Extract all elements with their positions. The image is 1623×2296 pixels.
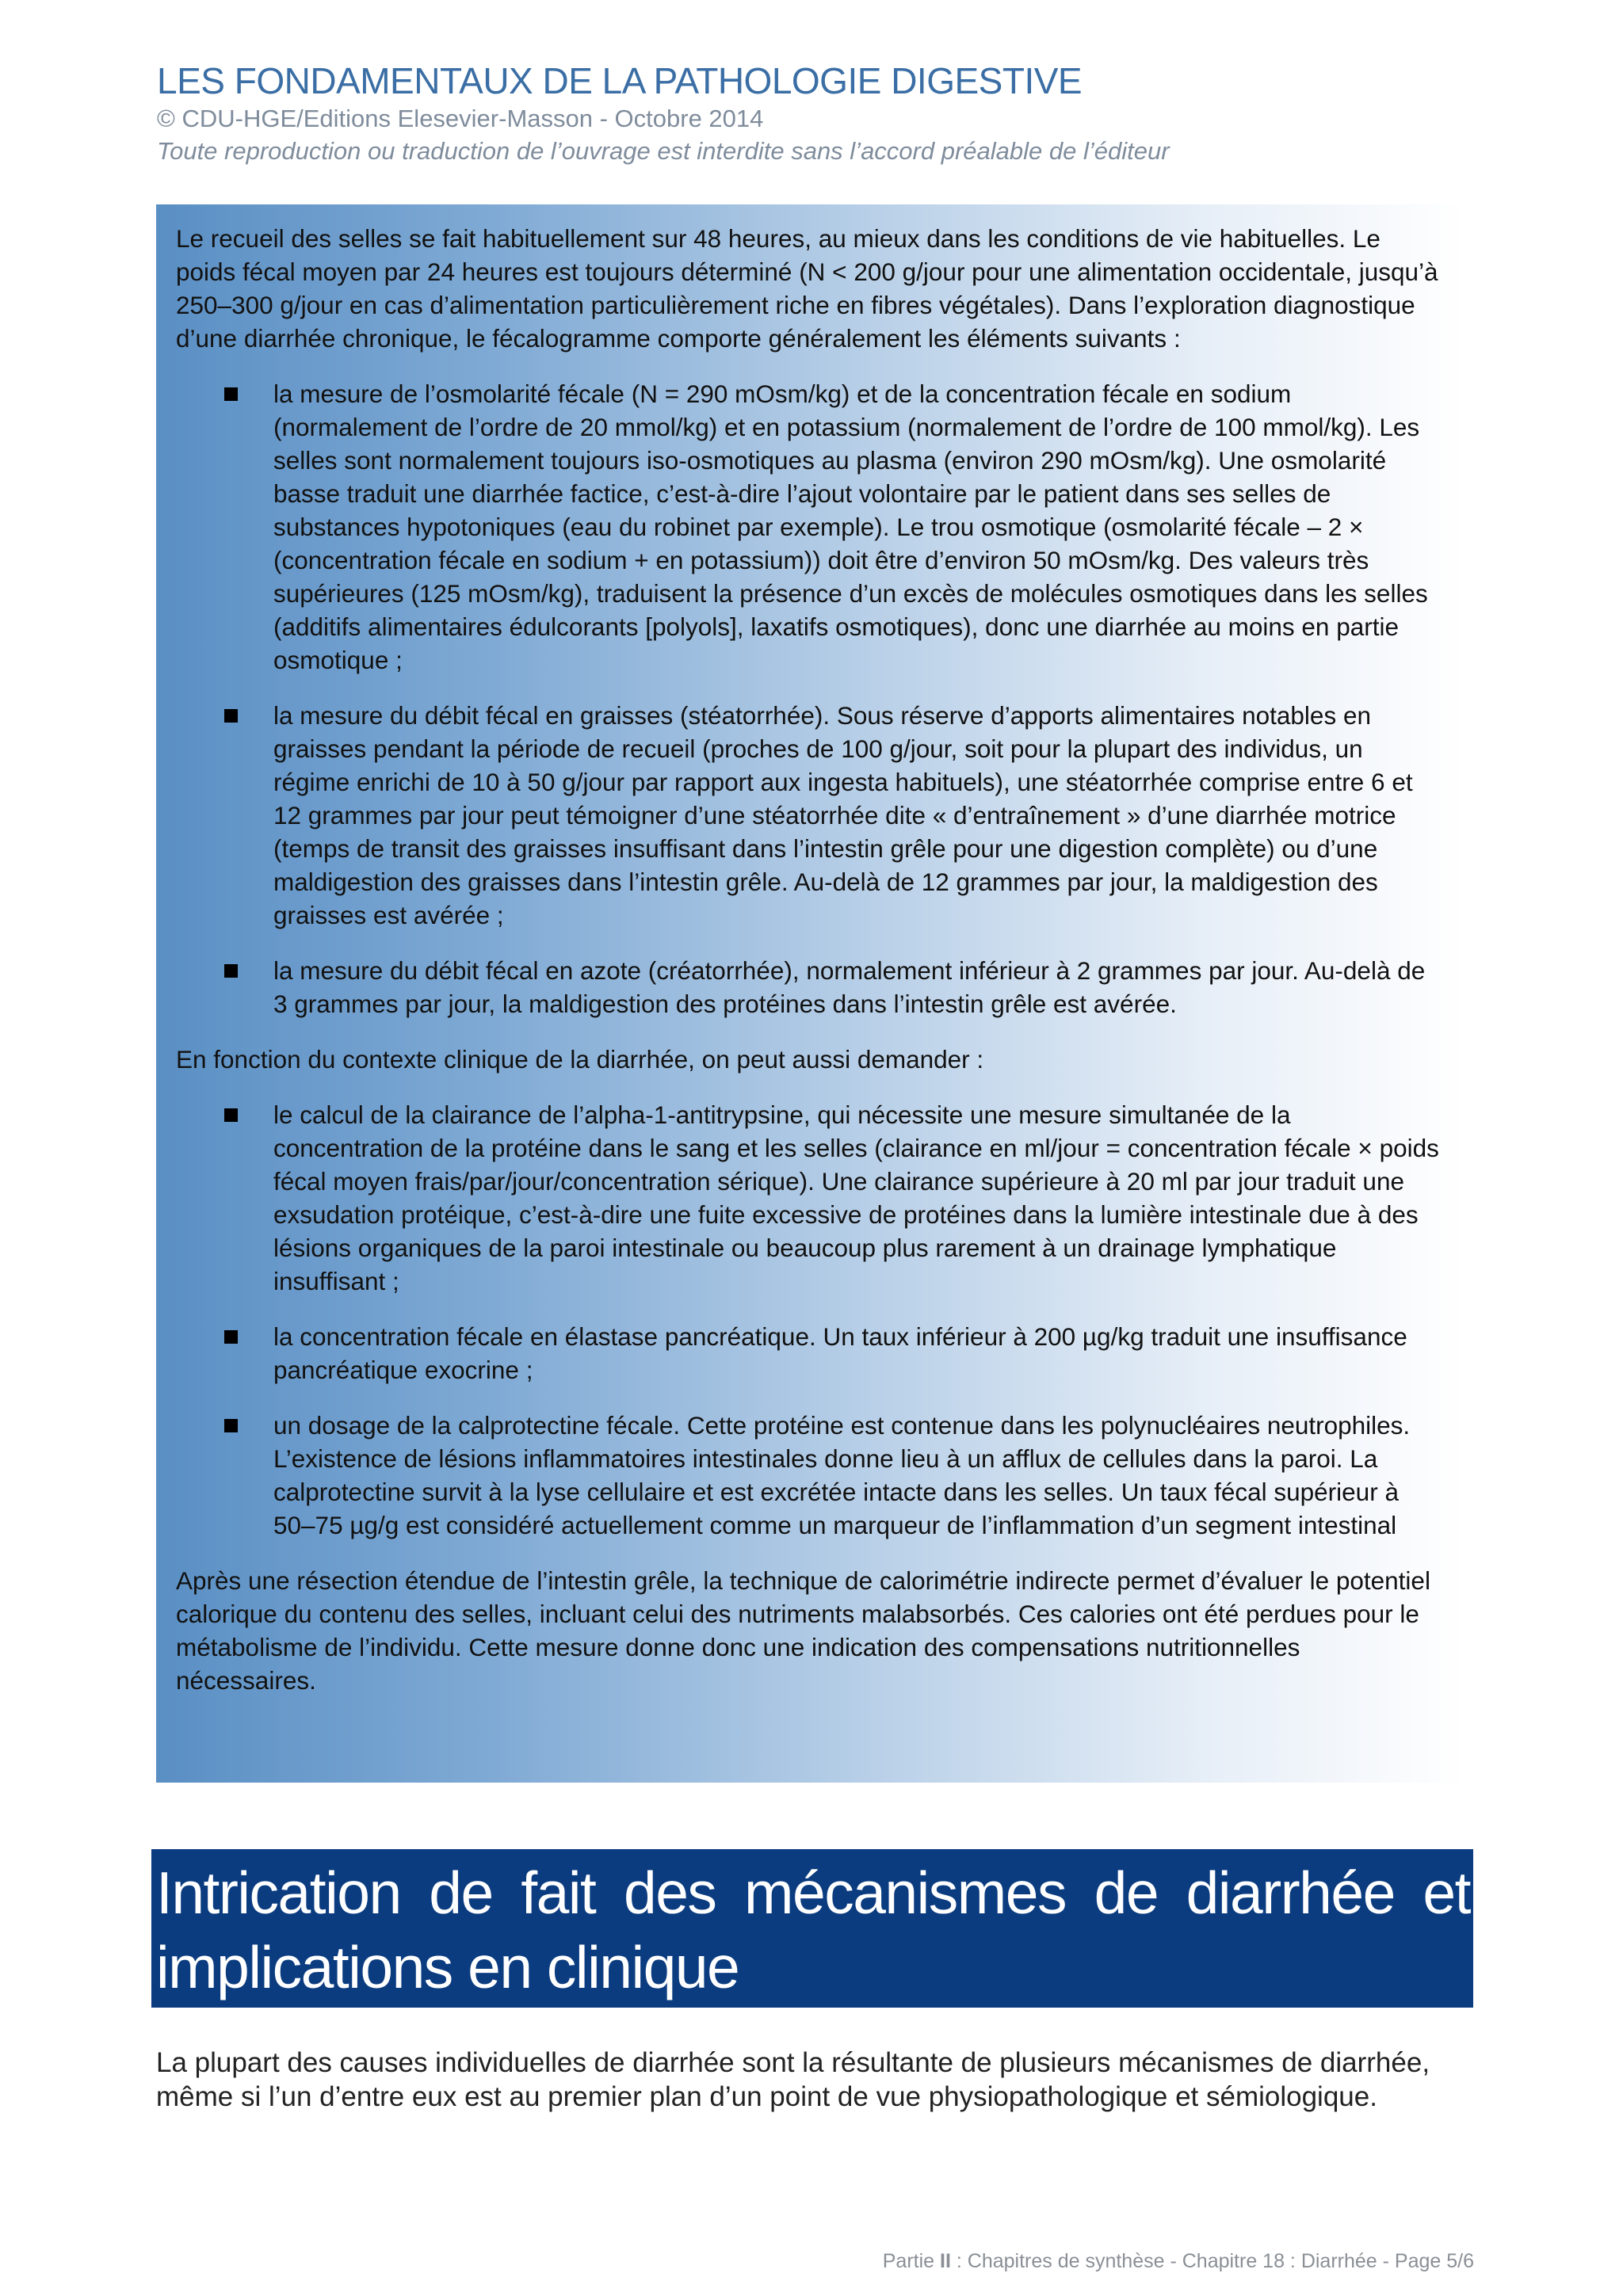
- reproduction-notice: Toute reproduction ou traduction de l’ouvrage est interdite sans l’accord préalable de l’éditeur: [157, 137, 1170, 165]
- list-item: [176, 1409, 1442, 1542]
- footer-part-number: II: [940, 2250, 951, 2272]
- list-item-text: la concentration fécale en élastase pancréatique. Un taux inférieur à 200 µg/kg traduit une insuffisance pancréatique exocrine ;: [273, 1322, 1407, 1384]
- footer-part-label: Partie: [882, 2250, 941, 2272]
- list-item: [176, 1320, 1442, 1386]
- optional-tests-list: [176, 1098, 1442, 1542]
- list-item-text: le calcul de la clairance de l’alpha-1-antitrypsine, qui nécessite une mesure simultanée de la concentration de la protéine dans le sang et les selles (clairance en ml/jour = concentration fécale × poids fécal moyen frais/par/jour/concentration sérique). Une clairance supérieure à 20 ml par jour traduit une exsudation protéique, c’est-à-dire une fuite excessive de protéines dans la lumière intestinale due à des lésions organiques de la paroi intestinale ou beaucoup plus rarement à un drainage lymphatique insuffisant ;: [273, 1100, 1439, 1295]
- square-bullet-icon: [224, 387, 238, 401]
- footer-chapter-page: : Chapitres de synthèse - Chapitre 18 : Diarrhée - Page 5/6: [950, 2250, 1474, 2272]
- list-item: [176, 954, 1442, 1020]
- square-bullet-icon: [224, 1108, 238, 1122]
- page-header: [157, 59, 1504, 168]
- list-item: [176, 377, 1442, 677]
- square-bullet-icon: [224, 1330, 238, 1344]
- fecalogram-list: [176, 377, 1442, 1020]
- list-item-text: la mesure du débit fécal en graisses (stéatorrhée). Sous réserve d’apports alimentaires notables en graisses pendant la période de recueil (proches de 100 g/jour, soit pour la plupart des individus, un régime enrichi de 10 à 50 g/jour par rapport aux ingesta habituels), une stéatorrhée comprise entre 6 et 12 grammes par jour peut témoigner d’une stéatorrhée dite « d’entraînement » d’une diarrhée motrice (temps de transit des graisses insuffisant dans l’intestin grêle pour une digestion complète) ou d’une maldigestion des graisses dans l’intestin grêle. Au-delà de 12 grammes par jour, la maldigestion des graisses est avérée ;: [273, 701, 1413, 929]
- section-heading: Intrication de fait des mécanismes de diarrhée et implications en clinique: [151, 1849, 1473, 2008]
- list-item: [176, 1098, 1442, 1298]
- fecalogram-box: [156, 204, 1466, 1783]
- square-bullet-icon: [224, 1419, 238, 1432]
- square-bullet-icon: [224, 709, 238, 723]
- copyright-line: © CDU-HGE/Editions Elesevier-Masson - Octobre 2014: [157, 105, 764, 132]
- page-footer: [883, 2250, 1474, 2273]
- square-bullet-icon: [224, 964, 238, 978]
- section-paragraph: La plupart des causes individuelles de diarrhée sont la résultante de plusieurs mécanismes de diarrhée, même si l’un d’entre eux est au premier plan d’un point de vue physiopathologique et sémiologique.: [156, 2047, 1430, 2112]
- list-item-text: la mesure de l’osmolarité fécale (N = 290 mOsm/kg) et de la concentration fécale en sodium (normalement de l’ordre de 20 mmol/kg) et en potassium (normalement de l’ordre de 100 mmol/kg). Les selles sont normalement toujours iso-osmotiques au plasma (environ 290 mOsm/kg). Une osmolarité basse traduit une diarrhée factice, c’est-à-dire l’ajout volontaire par le patient dans ses selles de substances hypotoniques (eau du robinet par exemple). Le trou osmotique (osmolarité fécale – 2 × (concentration fécale en sodium + en potassium)) doit être d’environ 50 mOsm/kg. Des valeurs très supérieures (125 mOsm/kg), traduisent la présence d’un excès de molécules osmotiques dans les selles (additifs alimentaires édulcorants [polyols], laxatifs osmotiques), donc une diarrhée au moins en partie osmotique ;: [273, 379, 1428, 674]
- list-item-text: la mesure du débit fécal en azote (créatorrhée), normalement inférieur à 2 grammes par jour. Au-delà de 3 grammes par jour, la maldigestion des protéines dans l’intestin grêle est avérée.: [273, 956, 1426, 1018]
- box-intro-paragraph: Le recueil des selles se fait habituellement sur 48 heures, au mieux dans les conditions de vie habituelles. Le poids fécal moyen par 24 heures est toujours déterminé (N < 200 g/jour pour une alimentation occidentale, jusqu’à 250–300 g/jour en cas d’alimentation particulièrement riche en fibres végétales). Dans l’exploration diagnostique d’une diarrhée chronique, le fécalogramme comporte généralement les éléments suivants :: [176, 224, 1438, 353]
- list-item: [176, 699, 1442, 932]
- list-item-text: un dosage de la calprotectine fécale. Cette protéine est contenue dans les polynucléaires neutrophiles. L’existence de lésions inflammatoires intestinales donne lieu à un afflux de cellules dans la paroi. La calprotectine survit à la lyse cellulaire et est excrétée intacte dans les selles. Un taux fécal supérieur à 50–75 µg/g est considéré actuellement comme un marqueur de l’inflammation d’un segment intestinal: [273, 1411, 1411, 1539]
- box-outro-paragraph: Après une résection étendue de l’intestin grêle, la technique de calorimétrie indirecte permet d’évaluer le potentiel calorique du contenu des selles, incluant celui des nutriments malabsorbés. Ces calories ont été perdues pour le métabolisme de l’individu. Cette mesure donne donc une indication des compensations nutritionnelles nécessaires.: [176, 1566, 1430, 1695]
- box-middle-paragraph: En fonction du contexte clinique de la diarrhée, on peut aussi demander :: [176, 1045, 984, 1074]
- book-title: LES FONDAMENTAUX DE LA PATHOLOGIE DIGESTIVE: [157, 60, 1083, 101]
